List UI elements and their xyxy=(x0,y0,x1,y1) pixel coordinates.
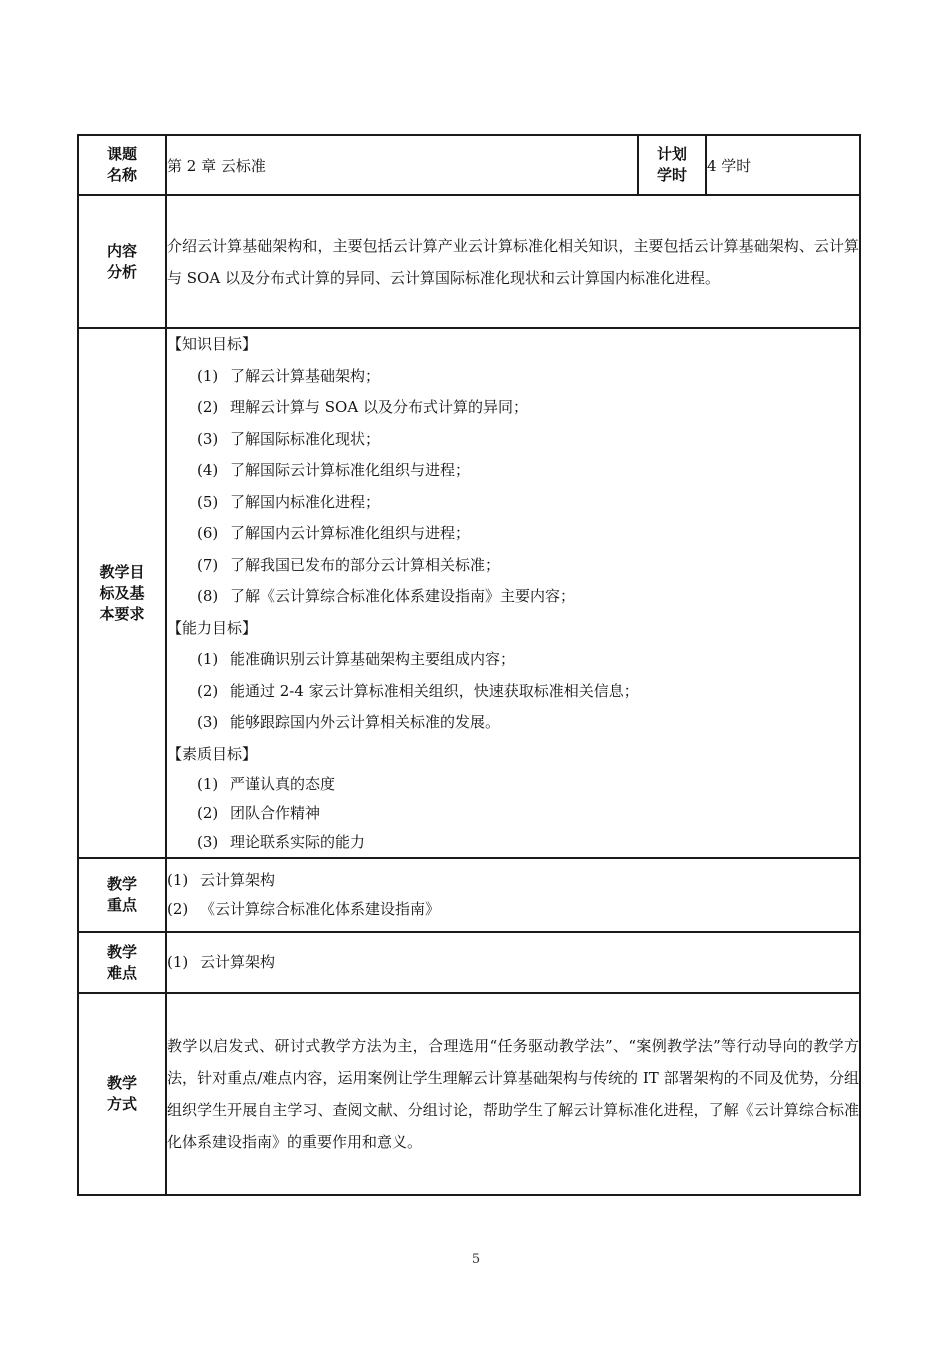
list-item xyxy=(167,895,859,924)
knowledge-heading: 【知识目标】 xyxy=(167,335,258,353)
list-item xyxy=(167,828,859,857)
item-number: (1) xyxy=(197,775,219,793)
topic-label xyxy=(78,135,166,195)
list-item xyxy=(167,676,859,708)
item-number: (1) xyxy=(167,871,189,889)
item-text: 了解国际云计算标准化组织与进程； xyxy=(230,461,471,479)
content-label-line1: 内容 xyxy=(106,241,137,260)
quality-heading: 【素质目标】 xyxy=(167,744,258,763)
topic-label-line2: 名称 xyxy=(106,166,137,184)
list-item xyxy=(167,392,859,424)
key-points-label-line2: 重点 xyxy=(106,896,137,914)
item-number: (3) xyxy=(197,833,219,851)
content-text: 介绍云计算基础架构和，主要包括云计算产业云计算标准化相关知识，主要包括云计算基础架构、云计算与 SOA 以及分布式计算的异同、云计算国际标准化现状和云计算国内标准化进程。 xyxy=(167,236,859,287)
item-number: (4) xyxy=(197,461,219,479)
method-label-line2: 方式 xyxy=(106,1095,137,1113)
item-number: (2) xyxy=(197,398,219,416)
topic-value: 第 2 章 云标准 xyxy=(166,135,638,195)
knowledge-list xyxy=(167,361,859,613)
item-text: 了解《云计算综合标准化体系建设指南》主要内容； xyxy=(230,587,576,605)
list-item xyxy=(167,487,859,519)
item-text: 能通过 2-4 家云计算标准相关组织，快速获取标准相关信息； xyxy=(230,681,639,700)
content-cell xyxy=(166,195,860,328)
topic-label-line1: 课题 xyxy=(106,145,137,163)
item-text: 理解云计算与 SOA 以及分布式计算的异同； xyxy=(230,398,528,416)
item-text: 团队合作精神 xyxy=(230,804,321,822)
difficulties-label-line1: 教学 xyxy=(106,942,137,961)
item-number: (1) xyxy=(197,366,219,385)
difficulties-label-line2: 难点 xyxy=(106,963,137,982)
goals-cell xyxy=(166,328,860,858)
list-item xyxy=(167,866,859,895)
item-number: (6) xyxy=(197,524,219,542)
ability-list xyxy=(167,644,859,739)
list-item xyxy=(167,518,859,550)
method-cell xyxy=(166,993,860,1195)
item-text: 云计算架构 xyxy=(200,871,276,889)
list-item xyxy=(167,581,859,613)
item-number: (3) xyxy=(197,713,219,731)
method-text: 教学以启发式、研讨式教学方法为主，合理选用“任务驱动教学法”、“案例教学法”等行动导向的教学方法，针对重点/难点内容，运用案例让学生理解云计算基础架构与传统的 IT 部署架构的不同及优势，分组组织学生开展自主学习、查阅文献、分组讨论，帮助学生了解云计算标准化进程，了解《云计算综合标准化体系建设指南》的重要作用和意义。 xyxy=(167,1037,859,1151)
method-label-line1: 教学 xyxy=(106,1074,137,1092)
hours-label-line2: 学时 xyxy=(656,166,687,184)
difficulties-label xyxy=(78,932,166,993)
list-item xyxy=(167,948,859,977)
list-item xyxy=(167,644,859,676)
item-text: 理论联系实际的能力 xyxy=(230,833,366,851)
goals-label-line2: 标及基 xyxy=(99,583,145,602)
hours-value: 4 学时 xyxy=(706,135,860,195)
list-item xyxy=(167,361,859,393)
item-text: 了解我国已发布的部分云计算相关标准； xyxy=(230,555,501,574)
difficulties-cell xyxy=(166,932,860,993)
goals-label-line1: 教学目 xyxy=(99,562,145,581)
hours-label-line1: 计划 xyxy=(656,145,687,163)
content-label xyxy=(78,195,166,328)
content-row xyxy=(78,195,860,328)
item-text: 能够跟踪国内外云计算相关标准的发展。 xyxy=(230,713,501,731)
item-number: (8) xyxy=(197,587,219,605)
hours-label xyxy=(638,135,706,195)
method-label xyxy=(78,993,166,1195)
page-number: 5 xyxy=(471,1252,481,1267)
item-text: 《云计算综合标准化体系建设指南》 xyxy=(200,900,441,918)
item-number: (3) xyxy=(197,429,219,448)
item-text: 能准确识别云计算基础架构主要组成内容； xyxy=(230,650,516,668)
key-points-label-line1: 教学 xyxy=(106,875,137,893)
content-label-line2: 分析 xyxy=(106,262,137,281)
item-number: (1) xyxy=(197,650,219,668)
difficulties-row xyxy=(78,932,860,993)
item-text: 了解国内标准化进程； xyxy=(230,492,381,511)
goals-label-line3: 本要求 xyxy=(99,604,145,623)
item-number: (2) xyxy=(197,681,219,700)
goals-label xyxy=(78,328,166,858)
item-number: (2) xyxy=(197,804,219,822)
list-item xyxy=(167,550,859,582)
lesson-plan-table xyxy=(77,134,861,1196)
item-number: (2) xyxy=(167,900,189,918)
key-points-cell xyxy=(166,858,860,932)
list-item xyxy=(167,424,859,456)
topic-row xyxy=(78,135,860,195)
item-text: 了解国内云计算标准化组织与进程； xyxy=(230,524,471,542)
item-text: 了解国际标准化现状； xyxy=(230,429,381,448)
method-row xyxy=(78,993,860,1195)
item-number: (5) xyxy=(197,492,219,511)
list-item xyxy=(167,707,859,739)
quality-list xyxy=(167,770,859,857)
list-item xyxy=(167,770,859,799)
key-points-row xyxy=(78,858,860,932)
item-text: 云计算架构 xyxy=(200,953,276,971)
ability-heading: 【能力目标】 xyxy=(167,618,258,637)
item-text: 严谨认真的态度 xyxy=(230,775,336,793)
list-item xyxy=(167,799,859,828)
key-points-label xyxy=(78,858,166,932)
goals-row xyxy=(78,328,860,858)
list-item xyxy=(167,455,859,487)
item-number: (7) xyxy=(197,555,219,574)
item-text: 了解云计算基础架构； xyxy=(230,366,381,385)
item-number: (1) xyxy=(167,953,189,971)
